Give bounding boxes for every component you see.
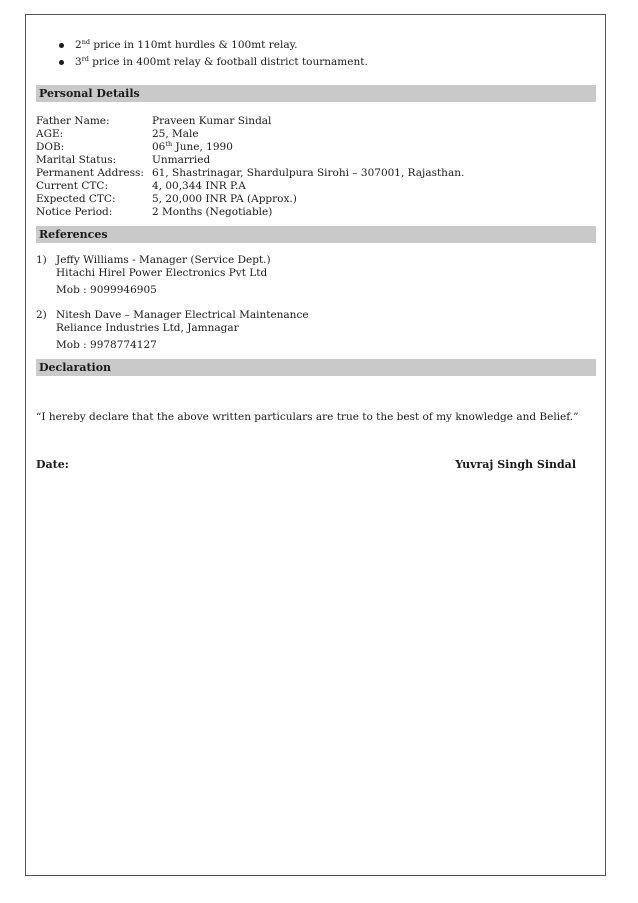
- reference-company: Reliance Industries Ltd, Jamnagar: [56, 322, 239, 334]
- detail-value: 2 Months (Negotiable): [152, 206, 273, 218]
- reference-name: Nitesh Dave – Manager Electrical Maintenance: [56, 309, 309, 321]
- detail-row-current-ctc: [36, 180, 596, 193]
- declaration-text: “I hereby declare that the above written particulars are true to the best of my knowledge and Belief.”: [36, 411, 579, 423]
- achievement-text: price in 110mt hurdles & 100mt relay.: [90, 39, 298, 51]
- detail-row-marital: [36, 154, 596, 167]
- dob-day: 06: [152, 141, 166, 153]
- date-label: Date:: [36, 458, 69, 471]
- reference-mobile: Mob : 9978774127: [56, 339, 157, 351]
- ordinal-suffix: nd: [81, 38, 91, 46]
- resume-page: [36, 37, 596, 471]
- ordinal-suffix: rd: [81, 55, 89, 63]
- detail-value: Praveen Kumar Sindal: [152, 115, 272, 127]
- detail-row-expected-ctc: [36, 193, 596, 206]
- reference-company: Hitachi Hirel Power Electronics Pvt Ltd: [56, 267, 268, 279]
- detail-label: DOB:: [36, 141, 65, 153]
- detail-value: 5, 20,000 INR PA (Approx.): [152, 193, 297, 205]
- list-item: [59, 37, 596, 54]
- reference-item: [36, 254, 596, 297]
- detail-label: Father Name:: [36, 115, 110, 127]
- detail-row-father: [36, 115, 596, 128]
- achievement-text: price in 400mt relay & football district tournament.: [88, 56, 368, 68]
- detail-label: Notice Period:: [36, 206, 113, 218]
- section-heading-personal-details: Personal Details: [36, 85, 596, 102]
- detail-row-address: [36, 167, 596, 180]
- reference-body: [56, 309, 309, 352]
- detail-label: AGE:: [36, 128, 64, 140]
- reference-mobile: Mob : 9099946905: [56, 284, 157, 296]
- list-item: [59, 54, 596, 71]
- detail-value: 4, 00,344 INR P.A: [152, 180, 246, 192]
- detail-row-dob: [36, 141, 596, 154]
- detail-label: Marital Status:: [36, 154, 117, 166]
- detail-label: Permanent Address:: [36, 167, 144, 179]
- signature-name: Yuvraj Singh Sindal: [455, 458, 576, 471]
- achievements-list: [59, 37, 596, 71]
- detail-value: [152, 141, 233, 154]
- reference-number: 2): [36, 309, 47, 321]
- detail-value: Unmarried: [152, 154, 211, 166]
- dob-suffix: th: [165, 140, 173, 148]
- section-heading-references: References: [36, 226, 596, 243]
- dob-rest: June, 1990: [172, 141, 233, 153]
- ordinal-number: 3: [75, 56, 82, 68]
- reference-number: 1): [36, 254, 47, 266]
- signature-row: [36, 458, 596, 471]
- detail-value: 61, Shastrinagar, Shardulpura Sirohi – 307001, Rajasthan.: [152, 167, 465, 179]
- ordinal-number: 2: [75, 39, 82, 51]
- reference-item: [36, 309, 596, 352]
- detail-value: 25, Male: [152, 128, 199, 140]
- section-heading-declaration: Declaration: [36, 359, 596, 376]
- detail-row-age: [36, 128, 596, 141]
- detail-label: Current CTC:: [36, 180, 108, 192]
- detail-row-notice: [36, 206, 596, 219]
- detail-label: Expected CTC:: [36, 193, 116, 205]
- personal-details: [36, 115, 596, 219]
- reference-body: [56, 254, 271, 297]
- reference-name: Jeffy Williams - Manager (Service Dept.): [56, 254, 271, 266]
